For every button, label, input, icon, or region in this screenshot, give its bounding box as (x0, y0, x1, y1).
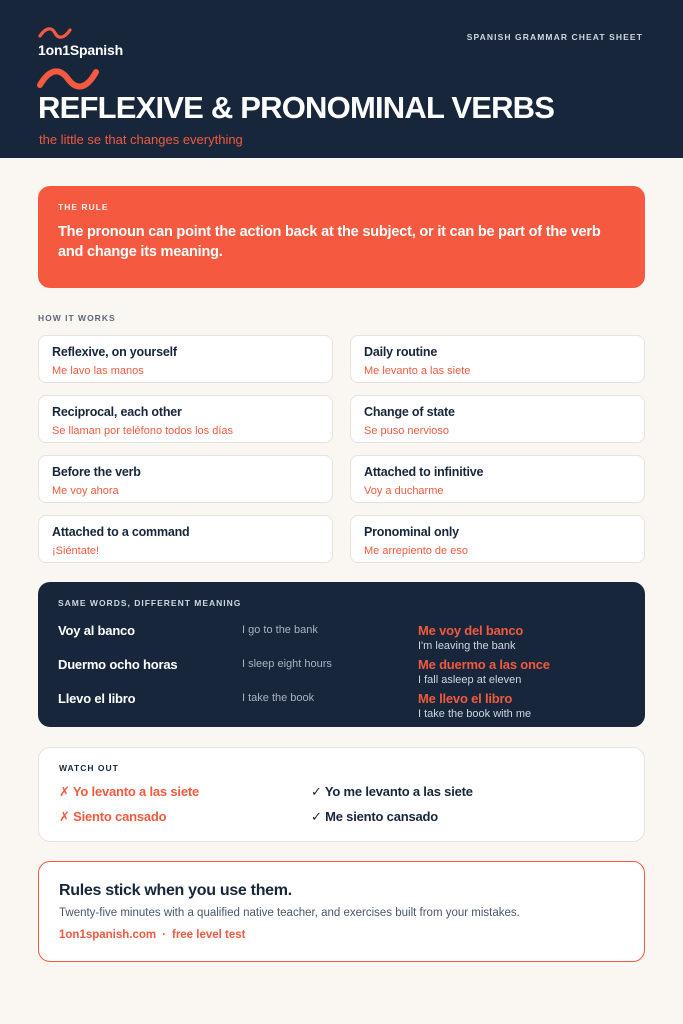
usage-card (38, 395, 333, 443)
website-link[interactable]: 1on1spanish.com (59, 929, 157, 941)
pronominal-phrase: Me voy del banco (418, 623, 524, 638)
separator: · (162, 929, 166, 941)
usage-card (350, 335, 645, 383)
pronominal-phrase: Me duermo a las once (418, 657, 550, 672)
rule-text: The pronoun can point the action back at the subject, or it can be part of the verb and change its meaning. (58, 224, 601, 260)
usage-example: Me lavo las manos (52, 365, 144, 377)
meaning-pair-row (38, 657, 645, 687)
wrong-example: ✗ Yo levanto a las siete (59, 784, 200, 799)
level-test-link[interactable]: free level test (171, 929, 246, 941)
meaning-pair-row (38, 691, 645, 721)
plain-meaning: I take the book (242, 692, 315, 704)
watch-out-label: WATCH OUT (59, 763, 119, 773)
meaning-pair-row (38, 623, 645, 653)
usage-card (350, 515, 645, 563)
cta-card (38, 861, 645, 962)
pronominal-meaning: I fall asleep at eleven (418, 674, 522, 686)
usage-example: Me voy ahora (52, 485, 119, 497)
cta-subtitle: Twenty-five minutes with a qualified native teacher, and exercises built from your mistakes. (59, 907, 520, 919)
usage-card (38, 455, 333, 503)
usage-example: ¡Siéntate! (52, 545, 100, 557)
page-subtitle: the little se that changes everything (39, 132, 243, 147)
usage-card (38, 515, 333, 563)
usage-example: Me levanto a las siete (364, 365, 471, 377)
usage-example: Se puso nervioso (364, 425, 449, 437)
plain-phrase: Llevo el libro (58, 691, 136, 706)
watch-out-card (38, 747, 645, 842)
plain-phrase: Duermo ocho horas (58, 657, 178, 672)
usage-example: Me arrepiento de eso (364, 545, 468, 557)
usage-title: Attached to infinitive (364, 465, 484, 479)
usage-example: Voy a ducharme (364, 485, 444, 497)
rule-card (38, 186, 645, 288)
usage-title: Daily routine (364, 345, 438, 359)
usage-card (350, 455, 645, 503)
page-title: REFLEXIVE & PRONOMINAL VERBS (38, 90, 555, 125)
usage-title: Pronominal only (364, 525, 459, 539)
wave-icon (36, 66, 100, 92)
how-it-works-grid (38, 335, 645, 563)
wrong-example: ✗ Siento cansado (59, 809, 167, 824)
usage-title: Reciprocal, each other (52, 405, 182, 419)
wave-logo-icon (38, 26, 72, 40)
pronominal-meaning: I'm leaving the bank (418, 640, 516, 652)
usage-title: Before the verb (52, 465, 141, 479)
rule-label: THE RULE (58, 202, 109, 212)
plain-meaning: I go to the bank (242, 624, 318, 636)
how-it-works-label: HOW IT WORKS (38, 313, 116, 323)
usage-title: Reflexive, on yourself (52, 345, 177, 359)
correct-example: ✓ Me siento cansado (311, 809, 439, 824)
plain-phrase: Voy al banco (58, 623, 135, 638)
sheet-label: SPANISH GRAMMAR CHEAT SHEET (466, 32, 643, 42)
usage-card (38, 335, 333, 383)
usage-card (350, 395, 645, 443)
plain-meaning: I sleep eight hours (242, 658, 332, 670)
usage-title: Change of state (364, 405, 455, 419)
same-words-label: SAME WORDS, DIFFERENT MEANING (58, 598, 242, 608)
cta-title: Rules stick when you use them. (59, 882, 292, 899)
correct-example: ✓ Yo me levanto a las siete (311, 784, 473, 799)
brand-logo-text[interactable]: 1on1Spanish (38, 42, 123, 58)
header (0, 0, 683, 158)
pronominal-phrase: Me llevo el libro (418, 691, 513, 706)
usage-example: Se llaman por teléfono todos los días (52, 425, 234, 437)
same-words-card (38, 582, 645, 727)
cta-links (59, 929, 624, 941)
usage-title: Attached to a command (52, 525, 190, 539)
pronominal-meaning: I take the book with me (418, 708, 532, 720)
